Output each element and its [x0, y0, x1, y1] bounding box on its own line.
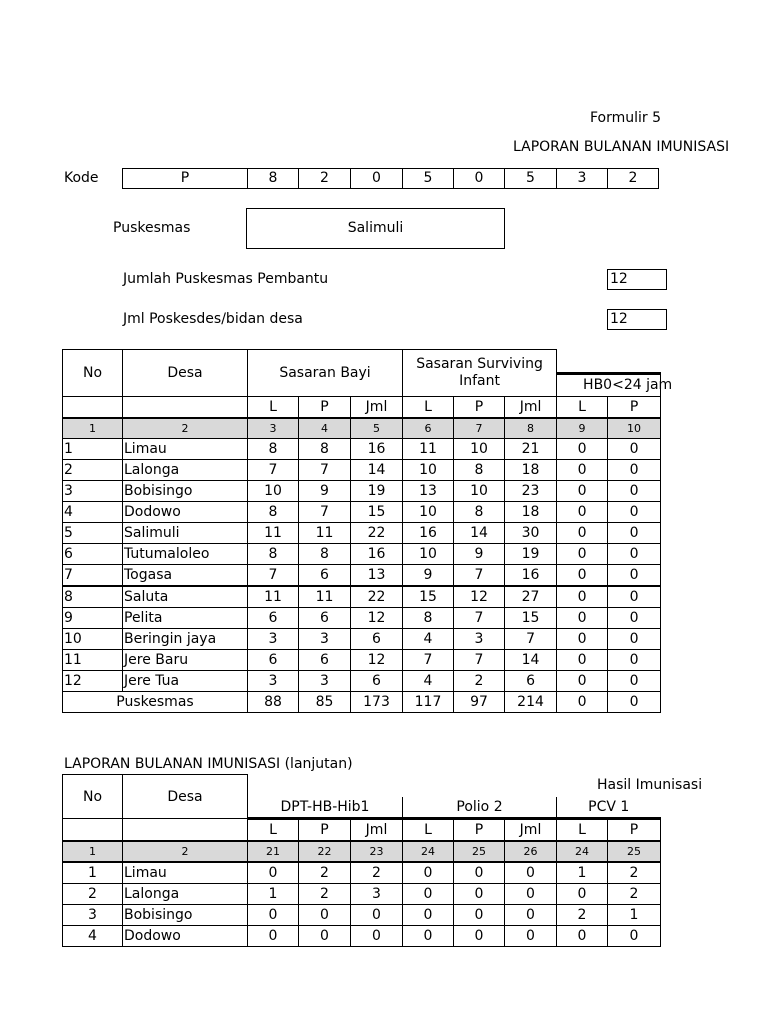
row-desa: Lalonga	[123, 884, 248, 905]
index-cell: 5	[351, 418, 403, 439]
formulir-label: Formulir 5	[590, 110, 662, 126]
col-desa-header: Desa	[123, 350, 248, 397]
row-value: 19	[351, 480, 403, 501]
row-value: 11	[299, 522, 351, 543]
row-value: 11	[248, 586, 299, 608]
row-value: 0	[557, 649, 608, 670]
index-cell: 22	[299, 841, 351, 862]
row-desa: Dodowo	[123, 501, 248, 522]
row-no: 7	[63, 564, 123, 586]
col-no-header: No	[63, 775, 123, 819]
row-value: 0	[557, 926, 608, 947]
row-value: 0	[505, 905, 557, 926]
row-value: 8	[248, 501, 299, 522]
row-value: 2	[299, 862, 351, 884]
row-value: 2	[351, 862, 403, 884]
row-value: 8	[248, 543, 299, 564]
row-value: 2	[299, 884, 351, 905]
row-value: 0	[608, 628, 661, 649]
index-cell: 25	[454, 841, 505, 862]
row-value: 0	[608, 480, 661, 501]
row-value: 0	[454, 905, 505, 926]
row-value: 12	[454, 586, 505, 608]
row-value: 0	[557, 884, 608, 905]
group-polio: Polio 2	[403, 797, 557, 819]
row-value: 13	[351, 564, 403, 586]
row-value: 12	[351, 649, 403, 670]
index-cell: 24	[403, 841, 454, 862]
table-row	[63, 564, 661, 586]
row-value: 0	[608, 670, 661, 691]
row-desa: Pelita	[123, 607, 248, 628]
row-value: 4	[403, 628, 454, 649]
row-value: 3	[454, 628, 505, 649]
row-value: 0	[454, 884, 505, 905]
table-row	[63, 543, 661, 564]
index-cell: 25	[608, 841, 661, 862]
row-value: 0	[557, 459, 608, 480]
row-value: 7	[299, 501, 351, 522]
sub-header: P	[608, 819, 661, 842]
row-value: 0	[403, 862, 454, 884]
row-value: 8	[248, 438, 299, 459]
group-pcv: PCV 1	[588, 798, 630, 815]
kode-cell: 0	[453, 168, 505, 189]
row-value: 10	[454, 480, 505, 501]
row-value: 12	[351, 607, 403, 628]
row-value: 3	[351, 884, 403, 905]
row-value: 10	[403, 543, 454, 564]
row-value: 9	[454, 543, 505, 564]
sub-header: Jml	[351, 396, 403, 418]
row-value: 0	[403, 905, 454, 926]
index-cell: 8	[505, 418, 557, 439]
row-value: 19	[505, 543, 557, 564]
row-value: 0	[608, 926, 661, 947]
row-no: 2	[63, 884, 123, 905]
row-value: 7	[454, 607, 505, 628]
row-value: 30	[505, 522, 557, 543]
row-desa: Dodowo	[123, 926, 248, 947]
total-cell: 117	[403, 691, 454, 712]
table-row	[63, 522, 661, 543]
row-desa: Bobisingo	[123, 905, 248, 926]
row-value: 7	[248, 459, 299, 480]
row-value: 0	[557, 438, 608, 459]
row-value: 2	[557, 905, 608, 926]
sub-header: P	[299, 819, 351, 842]
row-value: 10	[403, 459, 454, 480]
row-value: 0	[557, 564, 608, 586]
poskesdes-value: 12	[607, 309, 667, 330]
subheader-row	[63, 396, 661, 418]
row-value: 0	[608, 586, 661, 608]
row-value: 7	[403, 649, 454, 670]
row-no: 4	[63, 926, 123, 947]
row-value: 0	[403, 884, 454, 905]
total-cell: 85	[299, 691, 351, 712]
sub-header: L	[403, 396, 454, 418]
row-value: 0	[557, 670, 608, 691]
table-row	[63, 480, 661, 501]
row-value: 0	[608, 564, 661, 586]
row-value: 0	[505, 884, 557, 905]
group-sasaran-surviving-infant: Sasaran Surviving Infant	[403, 350, 557, 397]
row-value: 13	[403, 480, 454, 501]
row-desa: Saluta	[123, 586, 248, 608]
row-desa: Jere Baru	[123, 649, 248, 670]
index-cell: 2	[123, 841, 248, 862]
row-value: 14	[454, 522, 505, 543]
row-value: 3	[299, 670, 351, 691]
row-value: 16	[351, 438, 403, 459]
group-dpt: DPT-HB-Hib1	[248, 797, 403, 819]
row-value: 8	[403, 607, 454, 628]
row-value: 0	[505, 862, 557, 884]
group-sasaran-bayi: Sasaran Bayi	[248, 350, 403, 397]
table-row	[63, 905, 661, 926]
row-value: 0	[608, 438, 661, 459]
table-row	[63, 649, 661, 670]
puskesmas-label: Puskesmas	[113, 220, 191, 236]
row-value: 9	[403, 564, 454, 586]
table-row	[63, 438, 661, 459]
sub-header: L	[557, 396, 608, 418]
row-value: 7	[505, 628, 557, 649]
index-cell: 26	[505, 841, 557, 862]
kode-cell: 0	[350, 168, 403, 189]
row-value: 6	[351, 628, 403, 649]
sub-header: L	[557, 819, 608, 842]
total-cell: 0	[557, 691, 608, 712]
immunization-table-continued	[62, 774, 661, 947]
row-value: 22	[351, 586, 403, 608]
index-cell: 3	[248, 418, 299, 439]
sub-header: Jml	[505, 396, 557, 418]
row-value: 15	[505, 607, 557, 628]
row-value: 0	[557, 607, 608, 628]
kode-cell: 5	[504, 168, 557, 189]
row-value: 27	[505, 586, 557, 608]
index-cell: 10	[608, 418, 661, 439]
row-value: 6	[248, 607, 299, 628]
row-value: 10	[454, 438, 505, 459]
kode-cell: 2	[607, 168, 659, 189]
row-no: 3	[63, 480, 123, 501]
row-value: 1	[557, 862, 608, 884]
row-no: 8	[63, 586, 123, 608]
hasil-imunisasi-label: Hasil Imunisasi	[597, 777, 703, 793]
row-value: 0	[557, 480, 608, 501]
row-value: 7	[454, 649, 505, 670]
row-value: 0	[403, 926, 454, 947]
group-hb0: HB0<24 jam	[557, 373, 661, 396]
row-value: 16	[505, 564, 557, 586]
row-value: 2	[608, 862, 661, 884]
row-value: 1	[608, 905, 661, 926]
row-value: 6	[299, 607, 351, 628]
row-value: 6	[505, 670, 557, 691]
table-row	[63, 884, 661, 905]
row-value: 0	[608, 543, 661, 564]
row-no: 1	[63, 862, 123, 884]
row-value: 0	[608, 501, 661, 522]
kode-label: Kode	[64, 170, 99, 186]
row-value: 3	[248, 628, 299, 649]
row-value: 11	[248, 522, 299, 543]
row-value: 0	[351, 926, 403, 947]
row-value: 8	[454, 459, 505, 480]
table-row	[63, 607, 661, 628]
row-value: 18	[505, 459, 557, 480]
row-value: 18	[505, 501, 557, 522]
row-no: 2	[63, 459, 123, 480]
index-cell: 6	[403, 418, 454, 439]
row-no: 6	[63, 543, 123, 564]
row-value: 6	[351, 670, 403, 691]
kode-cell: 3	[556, 168, 608, 189]
row-desa: Limau	[123, 862, 248, 884]
table-row	[63, 670, 661, 691]
puskesmas-value: Salimuli	[246, 208, 505, 249]
sub-header: Jml	[351, 819, 403, 842]
table-row	[63, 501, 661, 522]
pustu-label: Jumlah Puskesmas Pembantu	[123, 271, 329, 287]
row-value: 0	[505, 926, 557, 947]
index-cell: 7	[454, 418, 505, 439]
sub-header: L	[248, 819, 299, 842]
row-value: 4	[403, 670, 454, 691]
total-cell: 214	[505, 691, 557, 712]
row-value: 15	[403, 586, 454, 608]
table-row	[63, 926, 661, 947]
row-value: 0	[557, 628, 608, 649]
row-value: 0	[248, 905, 299, 926]
sub-header: P	[454, 819, 505, 842]
row-value: 7	[454, 564, 505, 586]
row-value: 0	[557, 522, 608, 543]
index-cell: 2	[123, 418, 248, 439]
row-value: 8	[454, 501, 505, 522]
row-value: 0	[248, 926, 299, 947]
kode-cell: 8	[247, 168, 299, 189]
kode-cell: P	[122, 168, 248, 189]
row-desa: Lalonga	[123, 459, 248, 480]
immunization-table	[62, 349, 673, 713]
row-value: 0	[248, 862, 299, 884]
row-desa: Bobisingo	[123, 480, 248, 501]
total-cell: 173	[351, 691, 403, 712]
col-desa-header: Desa	[123, 775, 248, 819]
total-label: Puskesmas	[63, 691, 248, 712]
row-value: 0	[454, 926, 505, 947]
sub-header: Jml	[505, 819, 557, 842]
row-value: 0	[608, 522, 661, 543]
table-row	[63, 862, 661, 884]
row-value: 8	[299, 438, 351, 459]
row-desa: Jere Tua	[123, 670, 248, 691]
poskesdes-label: Jml Poskesdes/bidan desa	[123, 311, 303, 327]
row-no: 11	[63, 649, 123, 670]
row-value: 0	[351, 905, 403, 926]
row-no: 4	[63, 501, 123, 522]
row-no: 1	[63, 438, 123, 459]
continuation-caption: LAPORAN BULANAN IMUNISASI (lanjutan)	[64, 756, 353, 772]
row-value: 9	[299, 480, 351, 501]
row-value: 21	[505, 438, 557, 459]
sub-header: L	[403, 819, 454, 842]
row-value: 23	[505, 480, 557, 501]
row-value: 3	[299, 628, 351, 649]
row-value: 6	[248, 649, 299, 670]
row-no: 5	[63, 522, 123, 543]
row-desa: Salimuli	[123, 522, 248, 543]
row-value: 1	[248, 884, 299, 905]
row-value: 0	[299, 926, 351, 947]
row-value: 3	[248, 670, 299, 691]
row-no: 10	[63, 628, 123, 649]
total-cell: 0	[608, 691, 661, 712]
row-value: 2	[608, 884, 661, 905]
row-value: 0	[608, 459, 661, 480]
row-desa: Limau	[123, 438, 248, 459]
total-cell: 88	[248, 691, 299, 712]
row-value: 22	[351, 522, 403, 543]
table-row	[63, 586, 661, 608]
row-value: 11	[299, 586, 351, 608]
row-value: 7	[248, 564, 299, 586]
total-row	[63, 691, 661, 712]
row-no: 12	[63, 670, 123, 691]
row-value: 0	[557, 586, 608, 608]
row-desa: Beringin jaya	[123, 628, 248, 649]
index-cell: 24	[557, 841, 608, 862]
row-value: 6	[299, 649, 351, 670]
row-value: 0	[557, 501, 608, 522]
index-row	[63, 841, 661, 862]
row-value: 0	[557, 543, 608, 564]
kode-cell: 5	[402, 168, 454, 189]
row-value: 14	[351, 459, 403, 480]
col-no-header: No	[63, 350, 123, 397]
report-title: LAPORAN BULANAN IMUNISASI	[513, 139, 730, 155]
kode-cell: 2	[298, 168, 351, 189]
subheader-row	[63, 819, 661, 842]
row-value: 10	[248, 480, 299, 501]
row-value: 8	[299, 543, 351, 564]
row-value: 15	[351, 501, 403, 522]
index-cell: 1	[63, 418, 123, 439]
row-value: 16	[351, 543, 403, 564]
row-value: 0	[608, 649, 661, 670]
row-value: 2	[454, 670, 505, 691]
row-no: 9	[63, 607, 123, 628]
row-value: 0	[608, 607, 661, 628]
total-cell: 97	[454, 691, 505, 712]
row-value: 16	[403, 522, 454, 543]
row-desa: Tutumaloleo	[123, 543, 248, 564]
index-cell: 23	[351, 841, 403, 862]
index-row	[63, 418, 661, 439]
sub-header: P	[608, 396, 661, 418]
table-row	[63, 459, 661, 480]
row-value: 0	[454, 862, 505, 884]
sub-header: P	[454, 396, 505, 418]
sub-header: L	[248, 396, 299, 418]
index-cell: 1	[63, 841, 123, 862]
sub-header: P	[299, 396, 351, 418]
row-no: 3	[63, 905, 123, 926]
index-cell: 9	[557, 418, 608, 439]
index-cell: 21	[248, 841, 299, 862]
index-cell: 4	[299, 418, 351, 439]
row-value: 7	[299, 459, 351, 480]
row-desa: Togasa	[123, 564, 248, 586]
table-row	[63, 628, 661, 649]
pustu-value: 12	[607, 269, 667, 290]
row-value: 10	[403, 501, 454, 522]
row-value: 6	[299, 564, 351, 586]
row-value: 11	[403, 438, 454, 459]
row-value: 0	[299, 905, 351, 926]
row-value: 14	[505, 649, 557, 670]
